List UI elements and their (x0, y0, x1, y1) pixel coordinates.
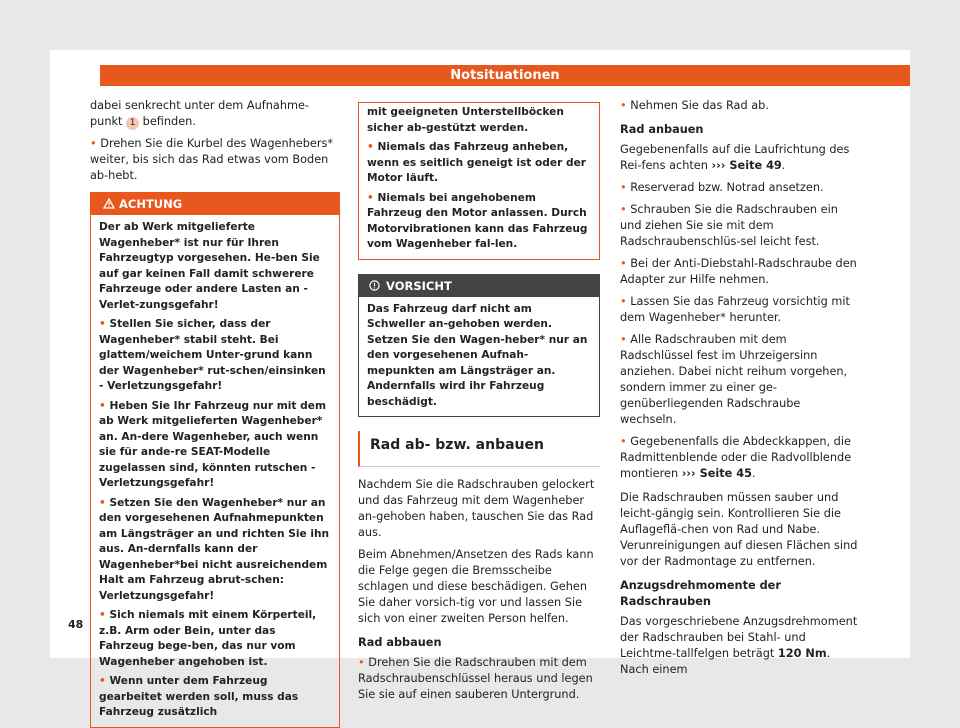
text: Gegebenenfalls die Abdeckkappen, die Radmittenblende oder die Radvollblende montieren (620, 435, 852, 480)
warning-item (367, 191, 591, 253)
bullet-icon: • (367, 191, 374, 204)
bullet-icon: • (620, 203, 627, 216)
text: Niemals das Fahrzeug anheben, wenn es seitlich geneigt ist oder der Motor läuft. (367, 141, 586, 184)
warning-item (99, 674, 331, 721)
section-title: Rad ab- bzw. anbauen (358, 431, 600, 467)
caution-text: Das Fahrzeug darf nicht am Schweller an-gehoben werden. Setzen Sie den Wagen-heber* nur an den vorgesehenen Aufnah-mepunkten am Längsträger an. Andernfalls wird ihr Fahrzeug beschädigt. (367, 302, 588, 408)
torque-value: 120 Nm (777, 647, 827, 660)
bullet-item (358, 655, 600, 703)
column-2 (358, 102, 600, 709)
bullet-icon: • (367, 141, 374, 153)
text: Bei der Anti-Diebstahl-Radschraube den Adapter zur Hilfe nehmen. (620, 257, 857, 286)
warning-item (367, 140, 591, 187)
bullet-icon: • (90, 137, 97, 150)
warning-item (99, 608, 331, 670)
column-3 (620, 98, 860, 684)
text: . Nach einem (620, 647, 831, 676)
caution-title: VORSICHT (386, 278, 452, 293)
text: Niemals bei angehobenem Fahrzeug den Motor anlassen. Durch Motorvibrationen kann das Fahrzeug vom Wagenheber fal-len. (367, 191, 588, 250)
bullet-item: • Gegebenenfalls die Abdeckkappen, die Radmittenblende oder die Radvollblende montieren ››› Seite 45. (620, 435, 852, 480)
text: Stellen Sie sicher, dass der Wagenheber* stabil steht. Bei glattem/weichem Unter-grund kann der Wagenheber* rut-schen/einsinken - Verletzungsgefahr! (99, 318, 326, 392)
text: Nehmen Sie das Rad ab. (630, 99, 769, 112)
text: dabei senkrecht unter dem Aufnahme- (90, 99, 310, 112)
reference-number-badge: 1 (126, 117, 139, 130)
subheading: Rad anbauen (620, 123, 704, 136)
warning-item (99, 317, 331, 395)
bullet-icon: • (620, 435, 627, 448)
text: Drehen Sie die Radschrauben mit dem Radschraubenschlüssel heraus und legen Sie sie auf einen sauberen Untergrund. (358, 656, 593, 701)
document-page (50, 50, 910, 718)
page-reference-link[interactable]: ››› Seite 49 (711, 159, 782, 172)
subheading: Rad abbauen (358, 636, 442, 649)
bullet-item (620, 98, 860, 114)
caution-box (358, 274, 600, 418)
warning-header (91, 193, 339, 215)
paragraph: Gegebenenfalls auf die Laufrichtung des Rei-fens achten ››› Seite 49. (620, 143, 850, 172)
subheading: Anzugsdrehmomente der Radschrauben (620, 579, 781, 608)
caution-circle-icon (369, 280, 380, 291)
text: Alle Radschrauben mit dem Radschlüssel fest im Uhrzeigersinn anziehen. Dabei nicht reihum vorgehen, sondern immer zu einer ge-genüberliegenden Radschraube wechseln. (620, 333, 848, 426)
paragraph: Die Radschrauben müssen sauber und leicht-gängig sein. Kontrollieren Sie die Auflageflä-chen von Rad und Nabe. Verunreinigungen auf diesen Flächen sind vor der Radmontage zu entfernen. (620, 491, 858, 568)
bullet-icon: • (99, 399, 106, 412)
bullet-icon: • (358, 656, 365, 669)
text: Drehen Sie die Kurbel des Wagenhebers* weiter, bis sich das Rad etwas vom Boden ab-hebt. (90, 137, 334, 182)
warning-intro: mit geeigneten Unterstellböcken sicher ab-gestützt werden. (367, 106, 564, 134)
text: Schrauben Sie die Radschrauben ein und ziehen Sie sie mit dem Radschraubenschlüs-sel leicht fest. (620, 203, 838, 248)
bullet-item (620, 294, 860, 326)
page-number: 48 (68, 618, 84, 631)
warning-item (99, 496, 331, 605)
paragraph: Beim Abnehmen/Ansetzen des Rads kann die Felge gegen die Bremsscheibe schlagen und diese beschädigen. Gehen Sie daher vorsich-tig vor und lassen Sie sich von einer zweiten Person helfen. (358, 548, 594, 625)
column-1 (90, 98, 340, 728)
bullet-icon: • (99, 675, 106, 687)
paragraph (620, 614, 860, 678)
bullet-item (620, 256, 860, 288)
text: Setzen Sie den Wagenheber* nur an den vorgesehenen Aufnahmepunkten am Längsträger an und richten Sie ihn aus. An-dernfalls kann der Wagenheber*bei nicht ausreichendem Halt am Fahrzeug abrut-schen: Verletzungsgefahr! (99, 496, 330, 602)
warning-content (91, 215, 339, 727)
text: Gegebenenfalls auf die Laufrichtung des Rei-fens achten (620, 143, 850, 172)
text: Wenn unter dem Fahrzeug gearbeitet werden soll, muss das Fahrzeug zusätzlich (99, 675, 299, 718)
bullet-item (620, 180, 860, 196)
text: punkt (90, 115, 123, 128)
warning-title: ACHTUNG (119, 197, 183, 211)
bullet-icon: • (620, 295, 627, 308)
warning-box (90, 192, 340, 728)
bullet-icon: • (620, 181, 627, 194)
page-reference-link[interactable]: ››› Seite 45 (681, 467, 752, 480)
paragraph (90, 98, 340, 130)
text: befinden. (142, 115, 196, 128)
text: Lassen Sie das Fahrzeug vorsichtig mit dem Wagenheber* herunter. (620, 295, 850, 324)
text: Sich niemals mit einem Körperteil, z.B. Arm oder Bein, unter das Fahrzeug bege-ben, das nur vom Wagenheber angehoben ist. (99, 609, 317, 668)
paragraph: Nachdem Sie die Radschrauben gelockert und das Fahrzeug mit dem Wagenheber an-gehoben haben, tauschen Sie das Rad aus. (358, 478, 595, 539)
caution-header (359, 275, 599, 297)
bullet-item (620, 332, 860, 428)
bullet-item (90, 136, 340, 184)
bullet-item (620, 202, 860, 250)
text: Das vorgeschriebene Anzugsdrehmoment der Radschrauben bei Stahl- und Leichtme-tallfelgen beträgt (620, 615, 858, 660)
text: Reserverad bzw. Notrad ansetzen. (630, 181, 824, 194)
chapter-header: Notsituationen (100, 65, 910, 86)
bullet-icon: • (620, 257, 627, 270)
bullet-icon: • (99, 318, 106, 330)
bullet-icon: • (99, 496, 106, 509)
text: Heben Sie Ihr Fahrzeug nur mit dem ab Werk mitgelieferten Wagenheber* an. An-dere Wagenheber, auch wenn sie für ande-re SEAT-Modelle zugelassen sind, könnten rutschen - Verletzungsgefahr! (99, 399, 326, 489)
warning-intro: Der ab Werk mitgelieferte Wagenheber* ist nur für Ihren Fahrzeugtyp vorgesehen. He-ben Sie auf gar keinen Fall damit schwerere Fahrzeuge oder andere Lasten an - Verlet-zungsgefahr! (99, 221, 320, 311)
warning-box-continued (358, 102, 600, 260)
bullet-icon: • (99, 609, 106, 621)
bullet-icon: • (620, 333, 627, 346)
warning-item (99, 399, 331, 492)
warning-triangle-icon (103, 198, 115, 209)
bullet-icon: • (620, 99, 627, 112)
